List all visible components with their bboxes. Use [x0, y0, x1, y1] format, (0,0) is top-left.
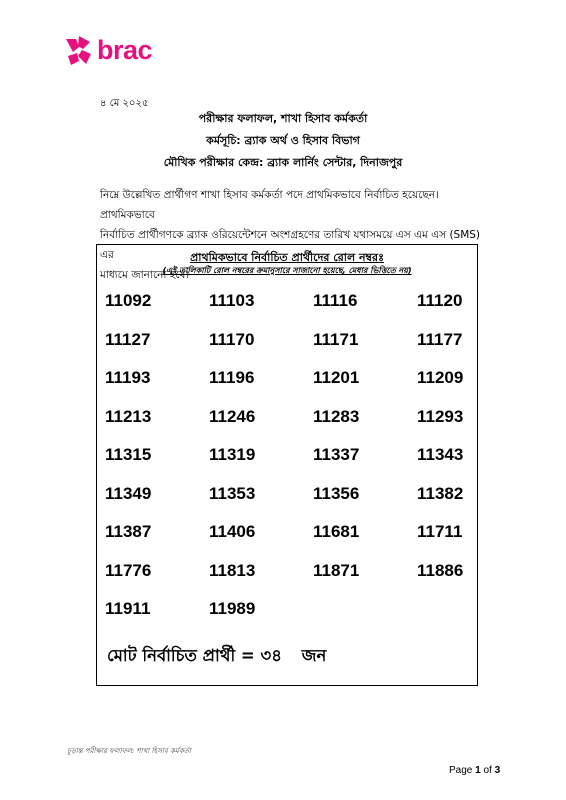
roll-number: 11213 — [105, 406, 152, 426]
roll-number: 11283 — [313, 406, 360, 426]
roll-number: 11871 — [313, 560, 360, 580]
footer-note: চূড়ান্ত পরীক্ষার ফলাফল: শাখা হিসাব কর্মকর্তা — [67, 747, 191, 755]
roll-number: 11201 — [313, 368, 360, 387]
roll-number: 11349 — [105, 483, 152, 503]
brac-logo — [64, 34, 152, 66]
total-value: ৩৪ — [260, 646, 282, 665]
roll-number: 11170 — [209, 329, 255, 349]
roll-number: 11353 — [209, 483, 256, 503]
roll-number: 11092 — [105, 291, 152, 310]
total-selected — [107, 643, 326, 670]
brand-name: brac — [97, 34, 153, 65]
total-label: মোট নির্বাচিত প্রার্থী = — [107, 646, 255, 665]
roll-number: 11116 — [313, 291, 358, 310]
roll-box-subtitle — [97, 265, 477, 278]
roll-number: 11293 — [417, 406, 464, 426]
roll-number: 11120 — [417, 291, 463, 310]
roll-number: 11813 — [209, 560, 256, 580]
roll-number: 11989 — [209, 599, 256, 618]
roll-number: 11681 — [313, 522, 360, 541]
roll-box-title-text: প্রাথমিকভাবে নির্বাচিত প্রার্থীদের রোল নম্বরঃ — [190, 251, 384, 264]
roll-number: 11193 — [105, 368, 151, 387]
brac-logo-icon — [64, 34, 94, 66]
roll-number: 11343 — [417, 445, 464, 464]
roll-number: 11776 — [105, 560, 152, 580]
current-page: 1 — [475, 765, 481, 776]
page-number: Page 1 of 3 — [449, 765, 501, 776]
roll-number: 11177 — [417, 329, 463, 349]
roll-number: 11209 — [417, 368, 464, 387]
document-date: ৪ মে ২০২৫ — [100, 98, 149, 109]
roll-box-subtitle-text: (এই তালিকাটি রোল নম্বরের ক্রমানুসারে সাজানো হয়েছে, মেধার ভিত্তিতে নয়) — [162, 266, 412, 275]
roll-number: 11171 — [313, 329, 359, 349]
roll-number: 11319 — [209, 445, 256, 464]
roll-number: 11315 — [105, 445, 152, 464]
roll-number: 11406 — [209, 522, 256, 541]
roll-number: 11127 — [105, 329, 151, 349]
roll-number: 11911 — [105, 599, 151, 618]
heading-program: কর্মসূচি: ব্র্যাক অর্থ ও হিসাব বিভাগ — [206, 134, 360, 147]
roll-number-box — [96, 244, 478, 686]
roll-number: 11103 — [209, 291, 255, 310]
roll-number: 11387 — [105, 522, 152, 541]
roll-number: 11246 — [209, 406, 256, 426]
roll-number: 11886 — [417, 560, 464, 580]
total-pages: 3 — [494, 765, 501, 776]
roll-number: 11356 — [313, 483, 360, 503]
roll-number: 11196 — [209, 368, 255, 387]
roll-number: 11711 — [417, 522, 463, 541]
heading-venue: মৌখিক পরীক্ষার কেন্দ্র: ব্র্যাক লার্নিং সেন্টার, দিনাজপুর — [163, 156, 403, 169]
intro-paragraph: নিম্নে উল্লেখিত প্রার্থীগণ শাখা হিসাব কর্মকর্তা পদে প্রাথমিকভাবে নির্বাচিত হয়েছেন। প্রাথমিকভাবে নির্বাচিত প্রার্থীগণকে ব্র্যাক ওরিয়েন্টেশনে অংশগ্রহণের তারিখ যথাসময়ে এস এম এস (SMS) এর মাধ্যমে জানানো হবে। — [100, 189, 481, 281]
total-unit: জন — [301, 646, 327, 665]
roll-number: 11382 — [417, 483, 464, 503]
heading-result: পরীক্ষার ফলাফল, শাখা হিসাব কর্মকর্তা — [198, 112, 368, 125]
roll-number: 11337 — [313, 445, 360, 464]
